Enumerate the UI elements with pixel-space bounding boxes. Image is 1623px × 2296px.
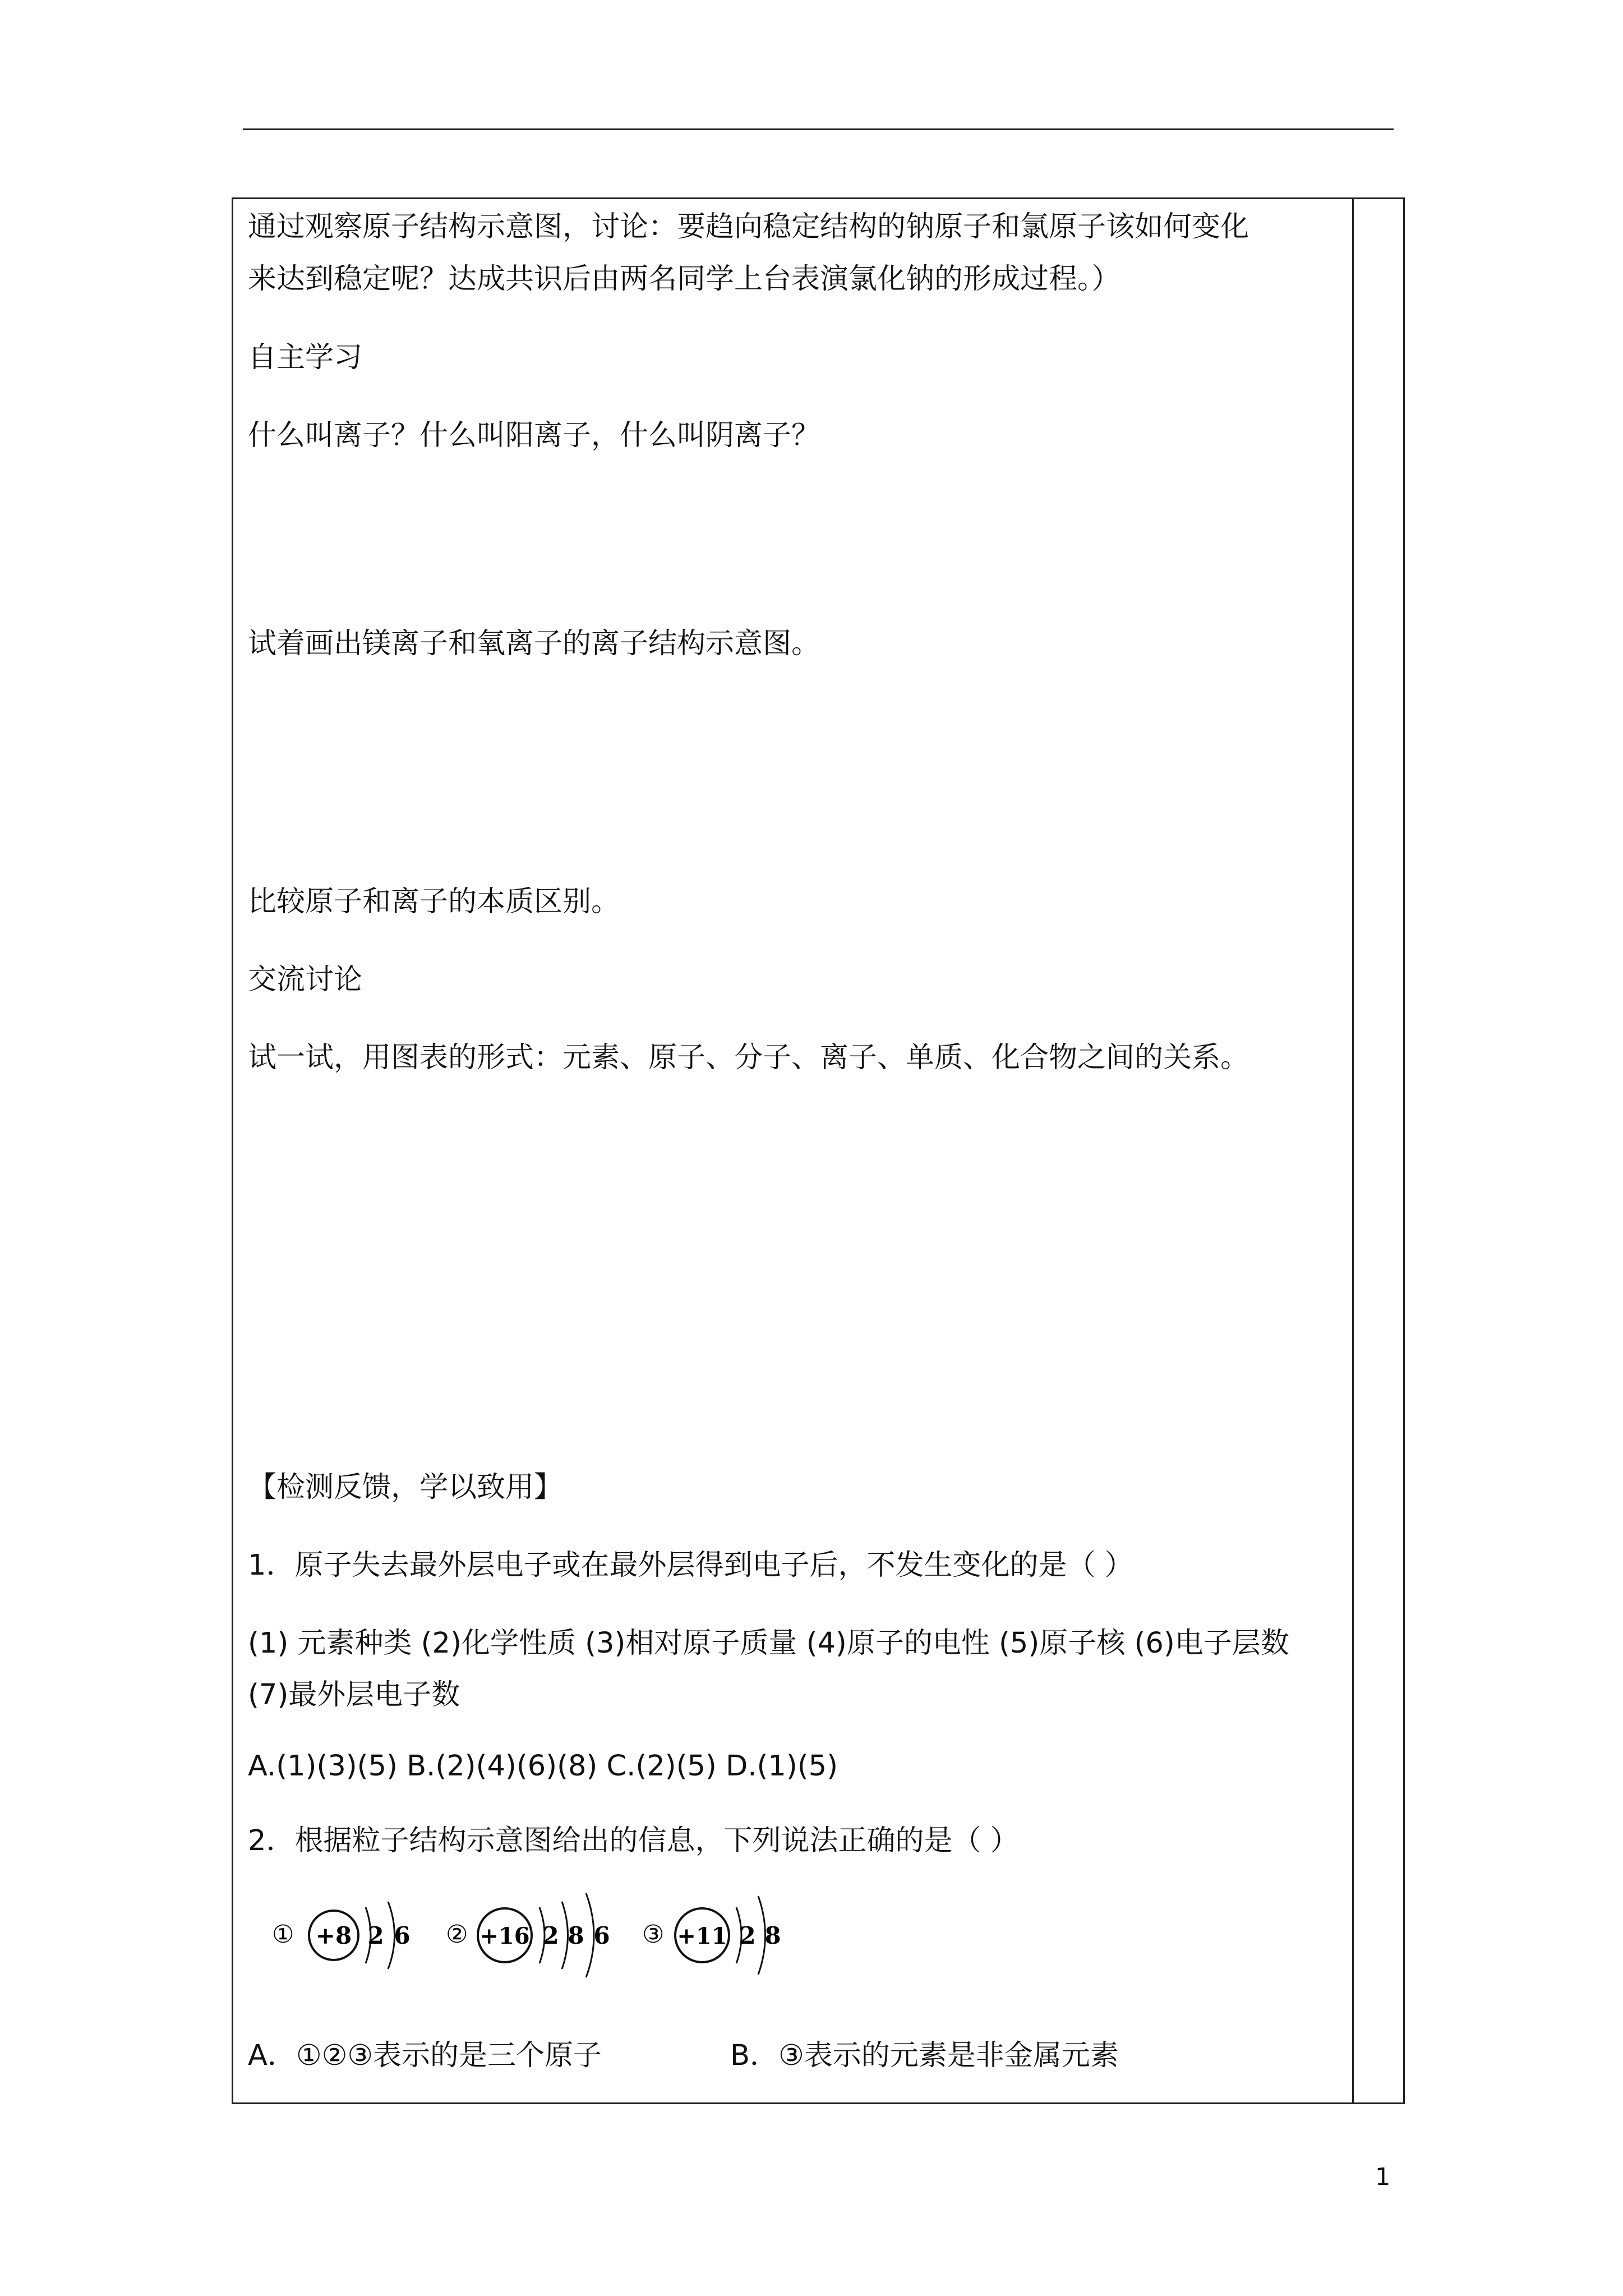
particle-1-shell-2-count: 6 bbox=[394, 1922, 411, 1949]
page-number: 1 bbox=[1375, 2163, 1391, 2191]
particle-2-shell-1-count: 2 bbox=[542, 1922, 559, 1949]
question-2-stem: 2．根据粒子结构示意图给出的信息，下列说法正确的是（ ） bbox=[248, 1824, 1019, 1857]
particle-2-label: ② bbox=[446, 1920, 468, 1949]
particle-3 bbox=[642, 1896, 781, 1975]
particle-2-nucleus-charge: +16 bbox=[479, 1923, 530, 1949]
question-ions: 什么叫离子？什么叫阳离子，什么叫阴离子？ bbox=[248, 419, 820, 452]
particle-1-label: ① bbox=[272, 1920, 294, 1949]
particle-2 bbox=[446, 1893, 610, 1977]
question-1-options-line-1: (1) 元素种类 (2)化学性质 (3)相对原子质量 (4)原子的电性 (5)原子核 (6)电子层数 bbox=[248, 1627, 1289, 1660]
self-study-heading: 自主学习 bbox=[248, 341, 363, 374]
particle-1 bbox=[272, 1902, 411, 1969]
particle-2-shell-arc-3 bbox=[586, 1893, 594, 1977]
particle-3-shell-1-count: 2 bbox=[739, 1922, 756, 1949]
particle-3-label: ③ bbox=[642, 1920, 665, 1949]
particle-3-shell-2-count: 8 bbox=[764, 1922, 781, 1949]
question-1-stem: 1．原子失去最外层电子或在最外层得到电子后，不发生变化的是（ ） bbox=[248, 1549, 1133, 1582]
task-draw-ions: 试着画出镁离子和氧离子的离子结构示意图。 bbox=[248, 627, 820, 660]
particle-2-shell-2-count: 8 bbox=[568, 1922, 584, 1949]
intro-line-1: 通过观察原子结构示意图，讨论：要趋向稳定结构的钠原子和氯原子该如何变化 bbox=[248, 210, 1249, 243]
question-2-choice-a: A．①②③表示的是三个原子 bbox=[248, 2039, 602, 2072]
task-chart: 试一试，用图表的形式：元素、原子、分子、离子、单质、化合物之间的关系。 bbox=[248, 1041, 1249, 1074]
particle-1-nucleus-charge: +8 bbox=[315, 1922, 352, 1949]
feedback-heading: 【检测反馈，学以致用】 bbox=[248, 1471, 563, 1504]
particle-2-shell-3-count: 6 bbox=[593, 1922, 610, 1949]
particle-3-nucleus-charge: +11 bbox=[677, 1923, 727, 1949]
table-column-divider bbox=[1352, 199, 1354, 2102]
discussion-heading: 交流讨论 bbox=[248, 963, 363, 996]
question-1-options-line-2: (7)最外层电子数 bbox=[248, 1678, 460, 1711]
intro-line-2: 来达到稳定呢？达成共识后由两名同学上台表演氯化钠的形成过程。） bbox=[248, 263, 1121, 296]
header-rule bbox=[243, 128, 1394, 130]
question-2-choice-b: B．③表示的元素是非金属元素 bbox=[730, 2039, 1119, 2072]
question-1-choices: A.(1)(3)(5) B.(2)(4)(6)(8) C.(2)(5) D.(1)(5) bbox=[248, 1750, 838, 1783]
particle-1-shell-1-count: 2 bbox=[367, 1922, 384, 1949]
particle-2-shell-arc-2 bbox=[562, 1902, 568, 1969]
particle-structure-diagram bbox=[255, 1876, 805, 1989]
task-compare: 比较原子和离子的本质区别。 bbox=[248, 885, 620, 918]
content-table bbox=[232, 197, 1405, 2104]
